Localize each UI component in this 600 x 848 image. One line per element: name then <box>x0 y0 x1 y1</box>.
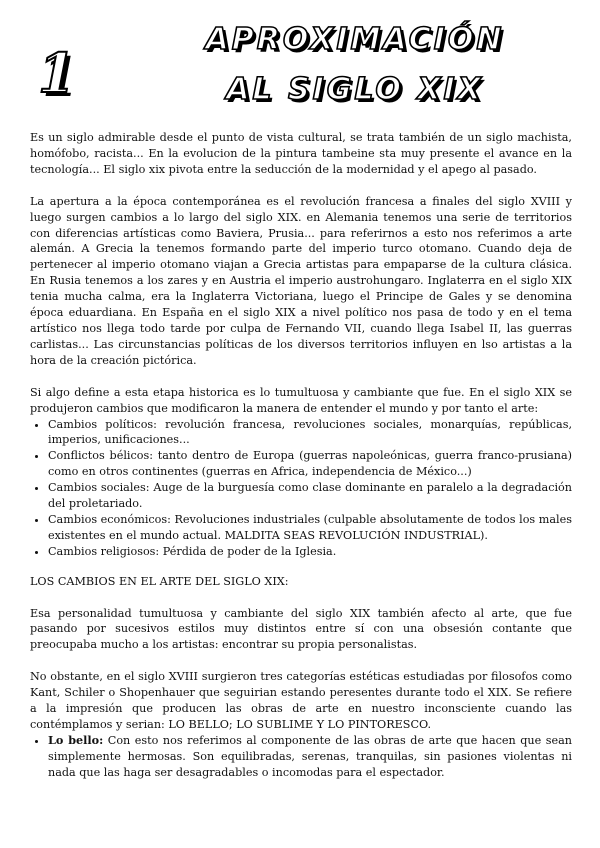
paragraph-personality: Esa personalidad tumultuosa y cambiante del siglo XIX también afecto al arte, que fue pasando por sucesivos estilos muy distintos entre sí con una obsesión contante que preocupaba mucho a los artistas: encontrar su propia personalistas. <box>30 606 572 652</box>
list-item: • Cambios religiosos: Pérdida de poder de la Iglesia. <box>48 544 572 560</box>
list-item: • Cambios políticos: revolución francesa, revoluciones sociales, monarquías, repúblicas, imperios, unificaciones... <box>48 417 572 449</box>
paragraph-context: La apertura a la época contemporánea es el revolución francesa a finales del siglo XVIII y luego surgen cambios a lo largo del siglo XIX. en Alemania tenemos una serie de territorios con diferencias artísticas como Baviera, Prusia... para referirnos a esto nos referimos a arte alemán. A Grecia la tenemos formando parte del imperio turco otomano. Cuando deja de pertenecer al imperio otomano viajan a Grecia artistas para empaparse de la cultura clásica. En Rusia tenemos a los zares y en Austria el imperio austrohungaro. Inglaterra en el siglo XIX tenia mucha calma, era la Inglaterra Victoriana, luego el Principe de Gales y se denomina época eduardiana. En España en el siglo XIX a nivel político nos pasa de todo y en el tema artístico nos llega todo tarde por culpa de Fernando VII, cuando llega Isabel II, las guerras carlistas... Las circunstancias políticas de los diversos territorios influyen en lso artistas a la hora de la creación pictórica. <box>30 194 572 367</box>
list-item <box>48 733 572 781</box>
paragraph-intro: Es un siglo admirable desde el punto de vista cultural, se trata también de un siglo machista, homófobo, racista... En la evolucion de la pintura tambeine sta muy presente el avance en la tecnología... El siglo xix pivota entre la seducción de la modernidad y el apego al pasado. <box>30 131 572 176</box>
title-line-2: AL SIGLO XIX <box>226 72 484 107</box>
category-text: Con esto nos referimos al componente de las obras de arte que hacen que sean simplemente hermosas. Son equilibradas, serenas, tranquilas, sin pasiones violentas ni nada que las haga ser desagradables o incomodas para el espectador. <box>48 733 572 779</box>
title-line-1: APROXIMACIÓN <box>205 22 505 57</box>
section-heading: LOS CAMBIOS EN EL ARTE DEL SIGLO XIX: <box>30 574 289 588</box>
categories-list <box>30 733 572 781</box>
list-item: • Cambios sociales: Auge de la burguesía como clase dominante en paralelo a la degradación del proletariado. <box>48 480 572 512</box>
paragraph-categories: No obstante, en el siglo XVIII surgieron tres categorías estéticas estudiadas por filosofos como Kant, Schiler o Shopenhauer que seguirian estando peresentes durante todo el XIX. Se refiere a la impresión que producen las obras de arte en nuestro inconsciente cuando las contémplamos y serian: LO BELLO; LO SUBLIME Y LO PINTORESCO. <box>30 670 572 731</box>
category-term: Lo bello: <box>48 732 104 747</box>
chapter-number: 1 <box>38 41 76 105</box>
list-item: • Cambios económicos: Revoluciones industriales (culpable absolutamente de todos los males existentes en el mundo actual. MALDITA SEAS REVOLUCIÓN INDUSTRIAL). <box>48 512 572 544</box>
paragraph-changes-intro: Si algo define a esta etapa historica es lo tumultuosa y cambiante que fue. En el siglo XIX se produjeron cambios que modificaron la manera de entender el mundo y por tanto el arte: <box>30 385 572 415</box>
document-body <box>30 130 572 795</box>
changes-list <box>30 417 572 560</box>
list-item: • Conflictos bélicos: tanto dentro de Europa (guerras napoleónicas, guerra franco-prusiana) como en otros continentes (guerras en Africa, independencia de México...) <box>48 448 572 480</box>
